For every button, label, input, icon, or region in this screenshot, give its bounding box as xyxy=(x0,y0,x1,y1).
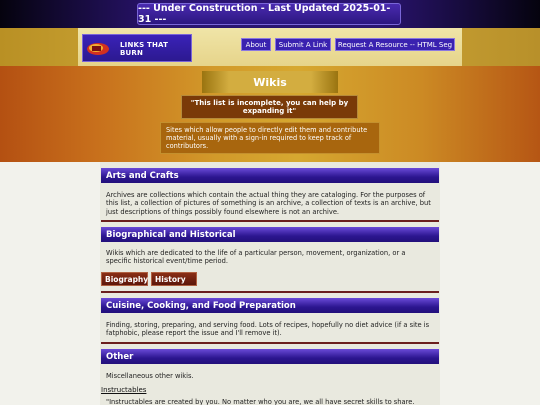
flame-book-icon xyxy=(86,39,110,57)
incomplete-notice: "This list is incomplete, you can help by expanding it" xyxy=(181,95,358,119)
section-divider xyxy=(101,342,439,344)
section-divider xyxy=(101,220,439,222)
section-heading-arts-crafts[interactable]: Arts and Crafts xyxy=(101,168,439,183)
section-heading-other[interactable]: Other xyxy=(101,349,439,364)
entry-link-instructables[interactable]: Instructables xyxy=(101,386,147,394)
entry-quote: "Instructables are created by you. No matter who you are, we all have secret skills to share. xyxy=(106,398,415,405)
section-body-cuisine: Finding, storing, preparing, and serving food. Lots of recipes, hopefully no diet advice (if a site is fatphobic, please report the issue and I'll remove it). xyxy=(106,321,430,338)
nav-about-button[interactable]: About xyxy=(241,38,271,51)
section-body-arts-crafts: Archives are collections which contain the actual thing they are cataloging. For the purposes of this list, a collection of pictures of something is an archive, a collection of texts is an archive, but just descriptions of things possibly found elsewhere is not an archive. xyxy=(106,191,431,216)
page-title: Wikis xyxy=(202,71,338,93)
tag-biography-button[interactable]: Biography xyxy=(101,272,148,286)
site-logo[interactable] xyxy=(82,34,192,62)
section-divider xyxy=(101,291,439,293)
tag-history-button[interactable]: History xyxy=(151,272,197,286)
logo-text: LINKS THAT BURN xyxy=(120,41,169,57)
section-heading-biographical[interactable]: Biographical and Historical xyxy=(101,227,439,242)
section-body-biographical: Wikis which are dedicated to the life of a particular person, movement, organization, or a specific historical event/time period. xyxy=(106,249,406,266)
nav-request-resource-button[interactable]: Request A Resource -- HTML Seg xyxy=(335,38,455,51)
page-description: Sites which allow people to directly edit them and contribute material, usually with a sign-in required to keep track of contributors. xyxy=(160,122,380,154)
section-body-other: Miscellaneous other wikis. xyxy=(106,372,194,380)
construction-notice: --- Under Construction - Last Updated 2025-01-31 --- xyxy=(137,3,401,25)
section-heading-cuisine[interactable]: Cuisine, Cooking, and Food Preparation xyxy=(101,298,439,313)
nav-submit-link-button[interactable]: Submit A Link xyxy=(275,38,331,51)
